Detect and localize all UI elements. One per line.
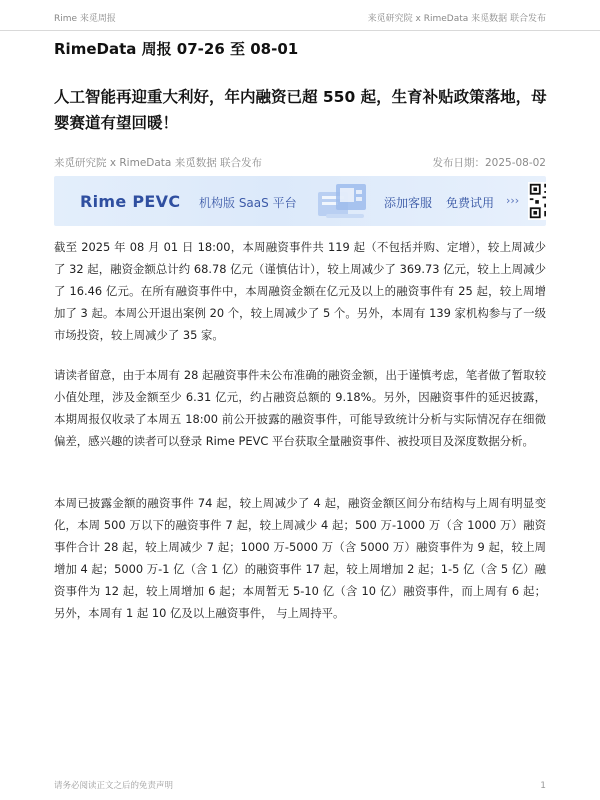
publisher-label: 来觅研究院 x RimeData 来觅数据 联合发布 (54, 157, 263, 169)
saas-illustration-icon (312, 180, 372, 222)
report-title: RimeData 周报 07-26 至 08-01 (54, 40, 299, 58)
page-number: 1 (540, 781, 546, 791)
promo-banner[interactable] (54, 176, 546, 226)
footer-disclaimer: 请务必阅读正文之后的免责声明 (54, 781, 174, 791)
qr-code-icon[interactable] (528, 182, 546, 220)
free-trial-button[interactable]: 免费试用 (446, 196, 495, 210)
chevrons-right-icon: ››› (506, 194, 520, 207)
paragraph-summary: 截至 2025 年 08 月 01 日 18:00，本周融资事件共 119 起（不包括并购、定增），较上周减少了 32 起，融资金额总计约 68.78 亿元（谨慎估计），较上周减少了 369.73 亿元，较上上周减少了 16.46 亿元。在所有融资事件中，本周融资金额在亿元及以上的融资事件有 25 起，较上周增加了 3 起。本周公开退出案例 20 个，较上周减少了 5 个。另外，本周有 139 家机构参与了一级市场投资，较上周减少了 35 家。 (54, 240, 546, 342)
page-header (0, 0, 600, 31)
header-right-label: 来觅研究院 x RimeData 来觅数据 联合发布 (367, 14, 546, 24)
banner-subtitle: 机构版 SaaS 平台 (199, 196, 297, 210)
add-support-button[interactable]: 添加客服 (384, 196, 433, 210)
headline: 人工智能再迎重大利好，年内融资已超 550 起，生育补贴政策落地，母婴赛道有望回暖！ (54, 88, 547, 132)
paragraph-disclaimer: 请读者留意，由于本周有 28 起融资事件未公布准确的融资金额，出于谨慎考虑，笔者做了暂取较小值处理，涉及金额至少 6.31 亿元，约占融资总额的 9.18%。另外，因融资事件的延迟披露，本期周报仅收录了本周五 18:00 前公开披露的融资事件，可能导致统计分析与实际情况存在细微偏差，感兴趣的读者可以登录 Rime PEVC 平台获取全量融资事件、被投项目及深度数据分析。 (54, 368, 546, 448)
paragraph-distribution: 本周已披露金额的融资事件 74 起，较上周减少了 4 起，融资金额区间分布结构与上周有明显变化，本周 500 万以下的融资事件 7 起，较上周减少 4 起；500 万-1000 万（含 1000 万）融资事件合计 28 起，较上周减少 7 起；1000 万-5000 万（含 5000 万）融资事件为 9 起，较上周增加 4 起；5000 万-1 亿（含 1 亿）的融资事件 17 起，较上周增加 2 起；1-5 亿（含 5 亿）融资事件为 12 起，较上周增加 6 起；本周暂无 5-10 亿（含 10 亿）融资事件，而上周有 6 起；另外，本周有 1 起 10 亿及以上融资事件， 与上周持平。 (54, 496, 546, 620)
publish-date: 发布日期：2025-08-02 (432, 157, 546, 169)
header-left-label: Rime 来觅周报 (54, 14, 116, 24)
banner-brand: Rime PEVC (80, 192, 181, 211)
